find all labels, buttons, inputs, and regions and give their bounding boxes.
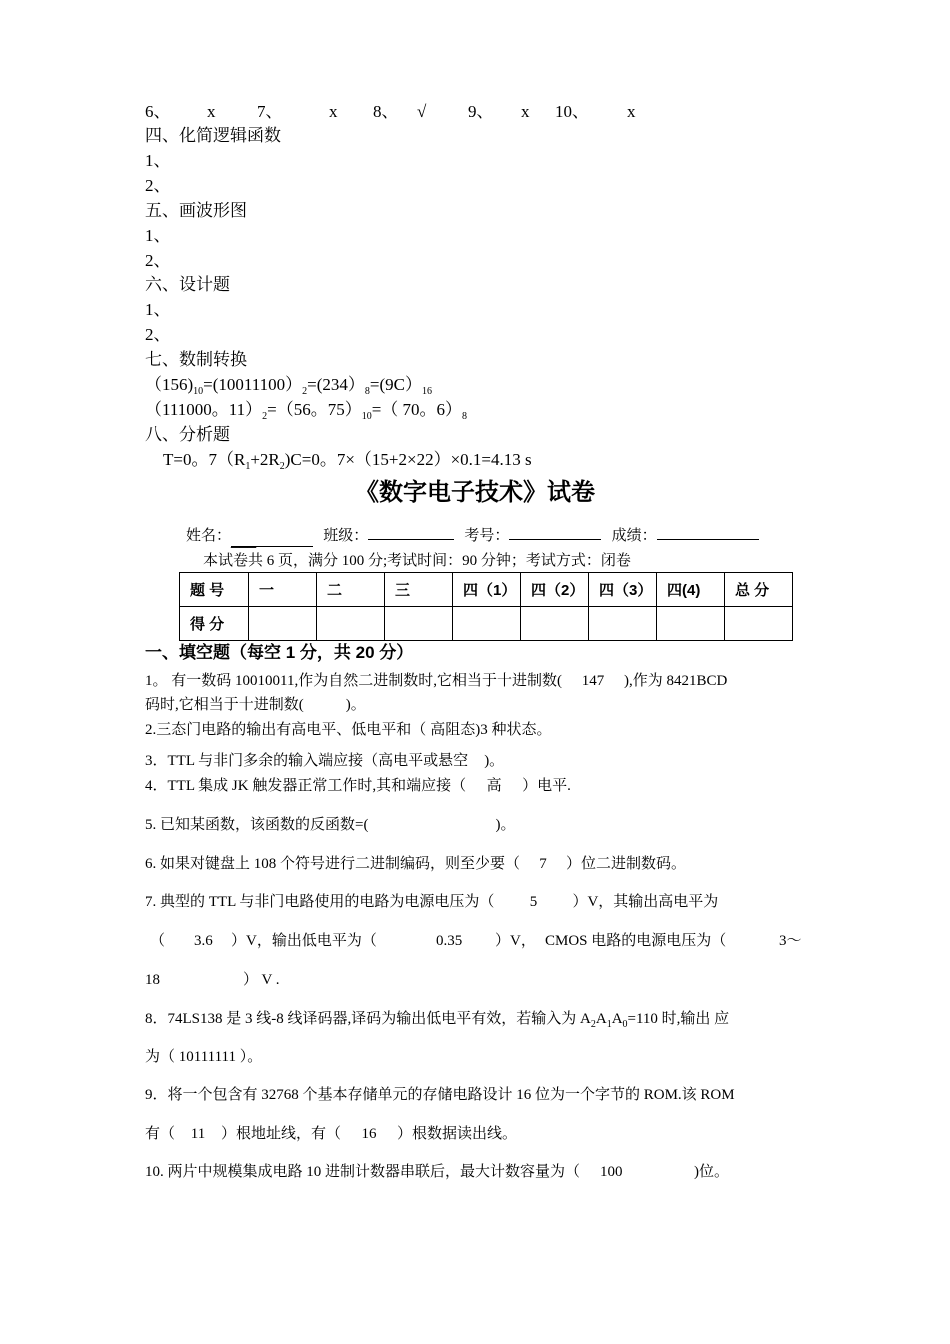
- section6-heading: 六、设计题: [145, 275, 230, 294]
- section5-item-2: 2、: [145, 251, 171, 270]
- score-cell[interactable]: [725, 607, 793, 641]
- header-cell: 四(4): [657, 573, 725, 607]
- section6-item-1: 1、: [145, 300, 171, 319]
- question-6: 6. 如果对键盘上 108 个符号进行二进制编码，则至少要（ 7 ）位二进制数码。: [145, 853, 686, 875]
- header-cell: 二: [317, 573, 385, 607]
- question-8-line-2: 为（ 10111111 ）。: [145, 1049, 263, 1065]
- score-table-header-row: [180, 573, 793, 607]
- score-cell[interactable]: [317, 607, 385, 641]
- header-cell: 三: [385, 573, 453, 607]
- score-field[interactable]: [657, 525, 759, 540]
- q9-answer-2: 16: [361, 1126, 377, 1142]
- tf-num-10: 10、: [555, 102, 589, 121]
- question-1-line-2: 码时,它相当于十进制数( )。: [145, 697, 366, 713]
- tf-num-9: 9、: [468, 102, 494, 121]
- class-field[interactable]: [368, 525, 454, 540]
- score-cell[interactable]: [453, 607, 521, 641]
- score-table: [179, 572, 793, 641]
- tf-num-6: 6、: [145, 102, 171, 121]
- tf-mark-6: x: [207, 102, 216, 121]
- section7-heading: 七、数制转换: [145, 350, 247, 369]
- header-cell: 四（2）: [521, 573, 589, 607]
- tf-mark-9: x: [521, 102, 530, 121]
- section1-heading: 一、填空题（每空 1 分，共 20 分）: [145, 643, 414, 662]
- q7-answer-3: 0.35: [436, 933, 463, 949]
- score-cell[interactable]: [521, 607, 589, 641]
- score-table-score-row: [180, 607, 793, 641]
- tf-num-8: 8、: [373, 102, 399, 121]
- header-cell: 四（3）: [589, 573, 657, 607]
- question-1-line-1: 1。 有一数码 10010011,作为自然二进制数时,它相当于十进制数( 147 ),作为 8421BCD: [145, 670, 727, 692]
- section5-heading: 五、画波形图: [145, 201, 247, 220]
- question-5: 5. 已知某函数，该函数的反函数=( )。: [145, 817, 516, 833]
- conversion-line-1: $(156)_{10}=(10011100)_2=(234)_8=(9C)_{16}$: [145, 375, 433, 397]
- q9-answer-1: 11: [190, 1126, 206, 1142]
- q7-answer-1: 5: [529, 894, 538, 910]
- conversion-line-2: （111000。$11)_2=(56$。$75)_{10}=$（ 70。$6)_8$: [145, 400, 468, 422]
- tf-num-7: 7、: [257, 102, 283, 121]
- score-row-label: 得 分: [180, 607, 249, 641]
- section8-heading: 八、分析题: [145, 425, 230, 444]
- name-field[interactable]: ___: [231, 530, 313, 547]
- q7-answer-4: 3～: [779, 933, 802, 949]
- q4-answer: 高: [486, 778, 502, 794]
- section4-item-1: 1、: [145, 151, 171, 170]
- q6-answer: 7: [539, 856, 547, 872]
- id-label: 考号：: [464, 527, 510, 544]
- section4-item-2: 2、: [145, 176, 171, 195]
- q7-answer-2: 3.6: [194, 933, 213, 949]
- score-cell[interactable]: [657, 607, 725, 641]
- tf-mark-8: √: [417, 102, 427, 121]
- tf-mark-7: x: [329, 102, 338, 121]
- question-3: 3．TTL 与非门多余的输入端应接（高电平或悬空 )。: [145, 753, 505, 769]
- question-7-line-3: 18 ） V .: [145, 972, 280, 988]
- section4-heading: 四、化简逻辑函数: [145, 126, 281, 145]
- exam-note: 本试卷共 6 页，满分 100 分;考试时间：90 分钟；考试方式：闭卷: [203, 553, 631, 569]
- question-10: 10. 两片中规模集成电路 10 进制计数器串联后，最大计数容量为（ 100 )位。: [145, 1161, 729, 1183]
- class-label: 班级：: [323, 527, 369, 544]
- score-cell[interactable]: [589, 607, 657, 641]
- score-cell[interactable]: [249, 607, 317, 641]
- header-cell: 一: [249, 573, 317, 607]
- header-cell: 总 分: [725, 573, 793, 607]
- question-2: 2.三态门电路的输出有高电平、低电平和（ 高阻态)3 种状态。: [145, 722, 552, 738]
- section6-item-2: 2、: [145, 325, 171, 344]
- section5-item-1: 1、: [145, 226, 171, 245]
- id-field[interactable]: [509, 525, 601, 540]
- question-9-line-2: 有（ 11 ）根地址线，有（ 16 ）根数据读出线。: [145, 1123, 517, 1145]
- q10-answer: 100: [600, 1164, 623, 1180]
- q1-answer-1: 147: [581, 673, 605, 689]
- exam-title: 《数字电子技术》试卷: [355, 479, 595, 506]
- q2-answer: 高阻态)3 种状态。: [430, 722, 552, 738]
- question-8-line-1: 8．74LS138 是 3 线-8 线译码器,译码为输出低电平有效，若输入为 $A_2A_1A_0=110$ 时,输出 应: [145, 1011, 730, 1030]
- tf-mark-10: x: [627, 102, 636, 121]
- student-info-line: [186, 525, 759, 547]
- question-4: 4．TTL 集成 JK 触发器正常工作时,其和端应接（ 高 ）电平.: [145, 775, 571, 797]
- score-cell[interactable]: [385, 607, 453, 641]
- analysis-formula: T=0。$7(R_1+2R_2)C=0$。7×（15+2×22）×0.1=4.13 s: [163, 450, 532, 472]
- name-label: 姓名：: [186, 527, 232, 544]
- header-cell: 题 号: [180, 573, 249, 607]
- question-7-line-1: 7. 典型的 TTL 与非门电路使用的电路为电源电压为（ 5 ）V，其输出高电平为: [145, 891, 718, 913]
- score-label: 成绩：: [611, 527, 657, 544]
- question-9-line-1: 9．将一个包含有 32768 个基本存储单元的存储电路设计 16 位为一个字节的 ROM.该 ROM: [145, 1087, 735, 1103]
- header-cell: 四（1）: [453, 573, 521, 607]
